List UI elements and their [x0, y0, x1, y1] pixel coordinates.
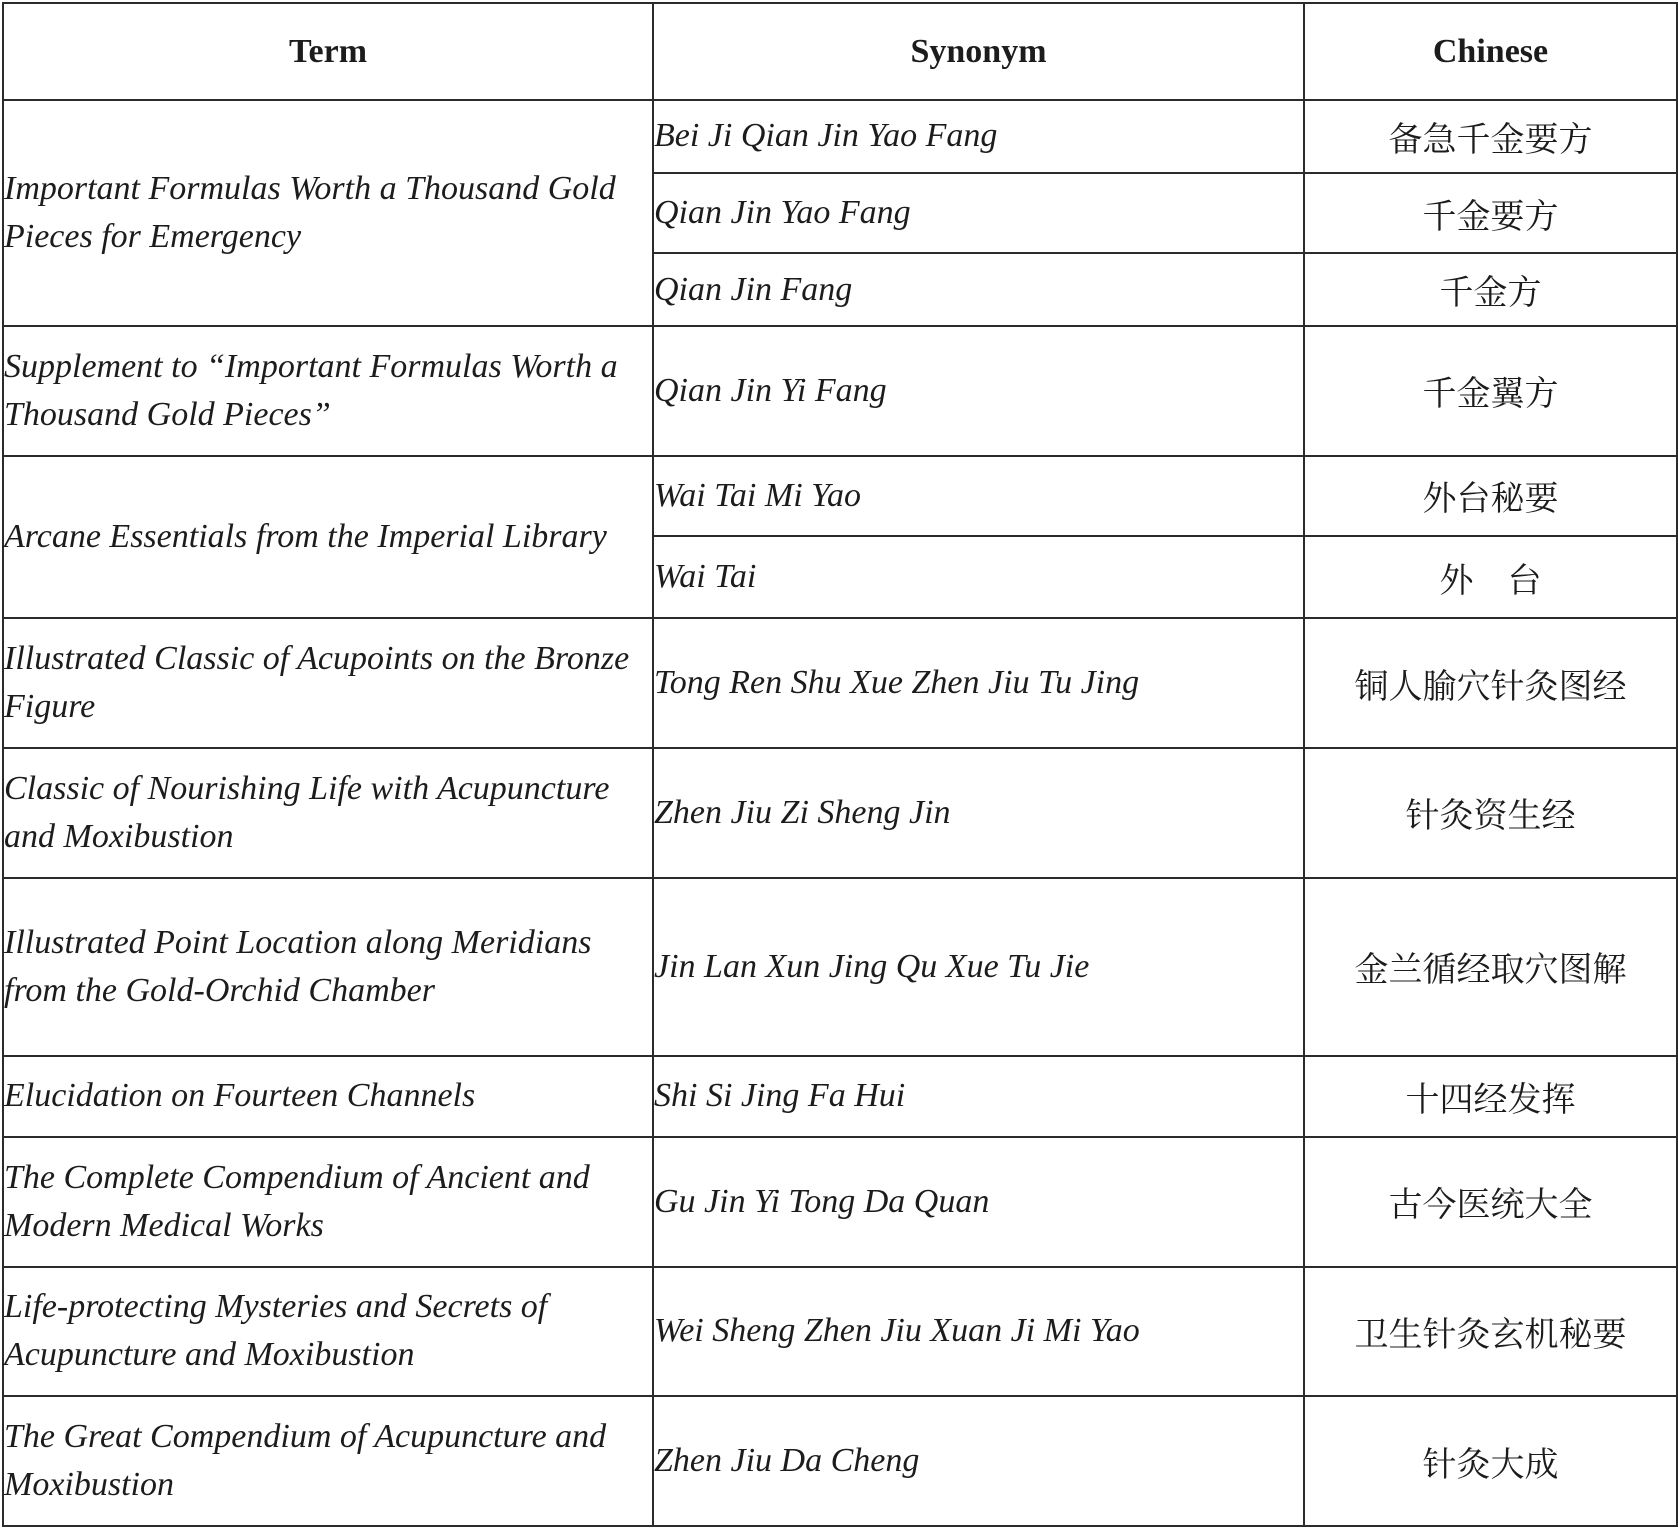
term-cell: Arcane Essentials from the Imperial Library — [3, 456, 653, 619]
chinese-cell: 备急千金要方 — [1304, 100, 1677, 173]
header-row — [3, 3, 1677, 100]
term-cell: Elucidation on Fourteen Channels — [3, 1056, 653, 1137]
synonym-cell: Tong Ren Shu Xue Zhen Jiu Tu Jing — [653, 618, 1304, 748]
term-cell: Supplement to “Important Formulas Worth a Thousand Gold Pieces” — [3, 326, 653, 456]
synonym-cell: Shi Si Jing Fa Hui — [653, 1056, 1304, 1137]
chinese-cell: 外台秘要 — [1304, 456, 1677, 536]
chinese-cell: 针灸大成 — [1304, 1396, 1677, 1526]
table-row — [3, 618, 1677, 748]
table-body — [3, 100, 1677, 1526]
term-cell: The Complete Compendium of Ancient and Modern Medical Works — [3, 1137, 653, 1267]
chinese-cell: 千金要方 — [1304, 173, 1677, 253]
table-row — [3, 1396, 1677, 1526]
chinese-cell: 十四经发挥 — [1304, 1056, 1677, 1137]
table-header — [3, 3, 1677, 100]
chinese-cell: 千金方 — [1304, 253, 1677, 326]
table-row — [3, 1137, 1677, 1267]
table-row — [3, 100, 1677, 173]
term-cell: Illustrated Classic of Acupoints on the Bronze Figure — [3, 618, 653, 748]
term-cell: Life-protecting Mysteries and Secrets of Acupuncture and Moxibustion — [3, 1267, 653, 1397]
synonym-cell: Qian Jin Yi Fang — [653, 326, 1304, 456]
term-cell: Important Formulas Worth a Thousand Gold Pieces for Emergency — [3, 100, 653, 326]
chinese-cell: 古今医统大全 — [1304, 1137, 1677, 1267]
chinese-cell: 铜人腧穴针灸图经 — [1304, 618, 1677, 748]
table-row — [3, 456, 1677, 536]
term-cell: Illustrated Point Location along Meridians from the Gold-Orchid Chamber — [3, 878, 653, 1056]
synonym-cell: Qian Jin Fang — [653, 253, 1304, 326]
chinese-cell: 金兰循经取穴图解 — [1304, 878, 1677, 1056]
table-row — [3, 326, 1677, 456]
table-row — [3, 1056, 1677, 1137]
synonym-cell: Wei Sheng Zhen Jiu Xuan Ji Mi Yao — [653, 1267, 1304, 1397]
chinese-cell: 针灸资生经 — [1304, 748, 1677, 878]
table-row — [3, 878, 1677, 1056]
synonym-cell: Bei Ji Qian Jin Yao Fang — [653, 100, 1304, 173]
table-row — [3, 1267, 1677, 1397]
synonym-cell: Gu Jin Yi Tong Da Quan — [653, 1137, 1304, 1267]
synonym-cell: Wai Tai Mi Yao — [653, 456, 1304, 536]
terms-table — [2, 2, 1678, 1527]
synonym-cell: Zhen Jiu Zi Sheng Jin — [653, 748, 1304, 878]
header-synonym: Synonym — [653, 3, 1304, 100]
chinese-cell: 卫生针灸玄机秘要 — [1304, 1267, 1677, 1397]
synonym-cell: Zhen Jiu Da Cheng — [653, 1396, 1304, 1526]
term-cell: Classic of Nourishing Life with Acupuncture and Moxibustion — [3, 748, 653, 878]
chinese-cell: 外 台 — [1304, 536, 1677, 618]
chinese-cell: 千金翼方 — [1304, 326, 1677, 456]
synonym-cell: Jin Lan Xun Jing Qu Xue Tu Jie — [653, 878, 1304, 1056]
synonym-cell: Qian Jin Yao Fang — [653, 173, 1304, 253]
table-row — [3, 748, 1677, 878]
header-term: Term — [3, 3, 653, 100]
header-chinese: Chinese — [1304, 3, 1677, 100]
term-cell: The Great Compendium of Acupuncture and Moxibustion — [3, 1396, 653, 1526]
synonym-cell: Wai Tai — [653, 536, 1304, 618]
